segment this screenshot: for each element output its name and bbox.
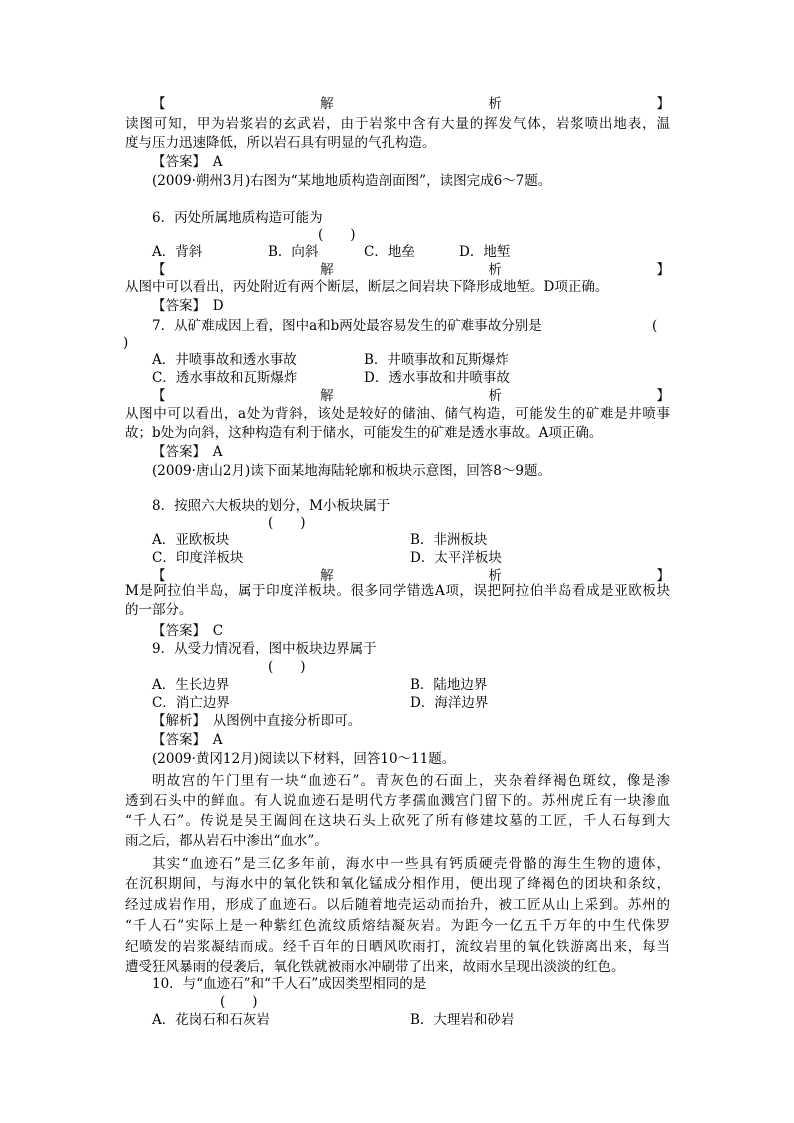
answer-paren-close: ) <box>123 335 129 351</box>
bracket-open: 【 <box>152 262 166 278</box>
option-d: D．海洋边界 <box>410 695 489 711</box>
option-b: B．大理岩和砂岩 <box>410 1012 515 1028</box>
analysis-line: 度与压力迅速降低，所以岩石具有明显的气孔构造。 <box>125 135 436 151</box>
question-intro: (2009·黄冈12月)阅读以下材料，回答10～11题。 <box>152 751 456 767</box>
option-a: A．生长边界 <box>152 677 230 693</box>
passage-line: 遭受狂风暴雨的侵袭后，氧化铁就被雨水冲刷带了出来，故雨水呈现出淡淡的红色。 <box>125 959 625 975</box>
question-7: 7．从矿难成因上看，图中a和b两处最容易发生的矿难事故分别是 <box>152 318 542 334</box>
analysis-inline: 【解析】 从图例中直接分析即可。 <box>152 713 362 729</box>
question-6: 6．丙处所属地质构造可能为 <box>152 210 323 226</box>
answer-paren: ( ) <box>268 515 306 531</box>
option-c: C．消亡边界 <box>152 695 230 711</box>
option-b: B．井喷事故和瓦斯爆炸 <box>364 352 509 368</box>
passage-line: “千人石”实际上是一种紫红色流纹质熔结凝灰岩。为距今一亿五千万年的中生代侏罗 <box>125 918 670 934</box>
option-c: C．透水事故和瓦斯爆炸 <box>152 370 298 386</box>
answer-paren-open: ( <box>652 318 658 334</box>
analysis-char-1: 解 <box>320 262 334 278</box>
option-d: D．太平洋板块 <box>410 550 502 566</box>
passage-line: 透到石头中的鲜血。有人说血迹石是明代方孝孺血溅宫门留下的。苏州虎丘有一块渗血 <box>125 793 670 809</box>
answer-paren: ( ) <box>318 227 356 243</box>
answer: 【答案】 A <box>152 154 223 170</box>
passage-line: 纪喷发的岩浆凝结而成。经千百年的日晒风吹雨打，流纹岩里的氧化铁游离出来，每当 <box>125 939 670 955</box>
passage-line: “千人石”。传说是吴王阖闾在这块石头上砍死了所有修建坟墓的工匠，千人石每到大 <box>125 813 670 829</box>
analysis-char-1: 解 <box>320 568 334 584</box>
bracket-close: 】 <box>656 96 670 112</box>
analysis-header <box>152 261 670 279</box>
question-intro: (2009·唐山2月)读下面某地海陆轮廓和板块示意图，回答8～9题。 <box>152 463 551 479</box>
option-d: D．地堑 <box>459 244 511 260</box>
passage-line: 雨之后，都从岩石中渗出“血水”。 <box>125 833 328 849</box>
analysis-line: 故；b处为向斜，这种构造有利于储水，可能发生的矿难是透水事故。A项正确。 <box>125 425 603 441</box>
analysis-line: M是阿拉伯半岛，属于印度洋板块。很多同学错选A项，误把阿拉伯半岛看成是亚欧板块 <box>125 583 670 599</box>
analysis-char-2: 析 <box>488 568 502 584</box>
bracket-open: 【 <box>152 96 166 112</box>
question-9: 9．从受力情况看，图中板块边界属于 <box>152 641 377 657</box>
option-b: B．非洲板块 <box>410 532 488 548</box>
passage-line: 明故宫的午门里有一块“血迹石”。青灰色的石面上，夹杂着绎褐色斑纹，像是渗 <box>152 773 670 789</box>
option-c: C．地垒 <box>364 244 415 260</box>
bracket-close: 】 <box>656 568 670 584</box>
question-8: 8．按照六大板块的划分，M小板块属于 <box>152 498 391 514</box>
bracket-close: 】 <box>656 388 670 404</box>
analysis-char-2: 析 <box>488 388 502 404</box>
passage-line: 其实“血迹石”是三亿多年前，海水中一些具有钙质硬壳骨骼的海生生物的遗体， <box>152 856 670 872</box>
analysis-line: 从图中可以看出，丙处附近有两个断层，断层之间岩块下降形成地堑。D项正确。 <box>125 279 609 295</box>
passage-line: 在沉积期间，与海水中的氧化铁和氧化锰成分相作用，便出现了绛褐色的团块和条纹， <box>125 876 670 892</box>
answer: 【答案】 A <box>152 444 223 460</box>
bracket-close: 】 <box>656 262 670 278</box>
answer-paren: ( ) <box>220 994 258 1010</box>
bracket-open: 【 <box>152 388 166 404</box>
option-a: A．井喷事故和透水事故 <box>152 352 297 368</box>
option-c: C．印度洋板块 <box>152 550 244 566</box>
option-a: A．背斜 <box>152 244 203 260</box>
answer: 【答案】 D <box>152 298 224 314</box>
option-a: A．花岗石和石灰岩 <box>152 1012 270 1028</box>
question-intro: (2009·朔州3月)右图为“某地地质构造剖面图”，读图完成6～7题。 <box>152 173 552 189</box>
analysis-line: 从图中可以看出，a处为背斜，该处是较好的储油、储气构造，可能发生的矿难是井喷事 <box>125 406 670 422</box>
analysis-header <box>152 387 670 405</box>
option-b: B．陆地边界 <box>410 677 488 693</box>
answer-paren: ( ) <box>268 659 306 675</box>
answer: 【答案】 A <box>152 732 223 748</box>
analysis-char-2: 析 <box>488 262 502 278</box>
passage-line: 经过成岩作用，形成了血迹石。以后随着地壳运动而抬升，被工匠从山上采到。苏州的 <box>125 897 670 913</box>
bracket-open: 【 <box>152 568 166 584</box>
analysis-line: 的一部分。 <box>125 602 193 618</box>
analysis-header <box>152 95 670 113</box>
question-10: 10．与“血迹石”和“千人石”成因类型相同的是 <box>152 976 427 992</box>
analysis-char-1: 解 <box>320 96 334 112</box>
analysis-line: 读图可知，甲为岩浆岩的玄武岩，由于岩浆中含有大量的挥发气体，岩浆喷出地表，温 <box>125 116 670 132</box>
answer: 【答案】 C <box>152 623 224 639</box>
option-a: A．亚欧板块 <box>152 532 230 548</box>
analysis-char-1: 解 <box>320 388 334 404</box>
option-d: D．透水事故和井喷事故 <box>364 370 510 386</box>
analysis-char-2: 析 <box>488 96 502 112</box>
option-b: B．向斜 <box>268 244 319 260</box>
